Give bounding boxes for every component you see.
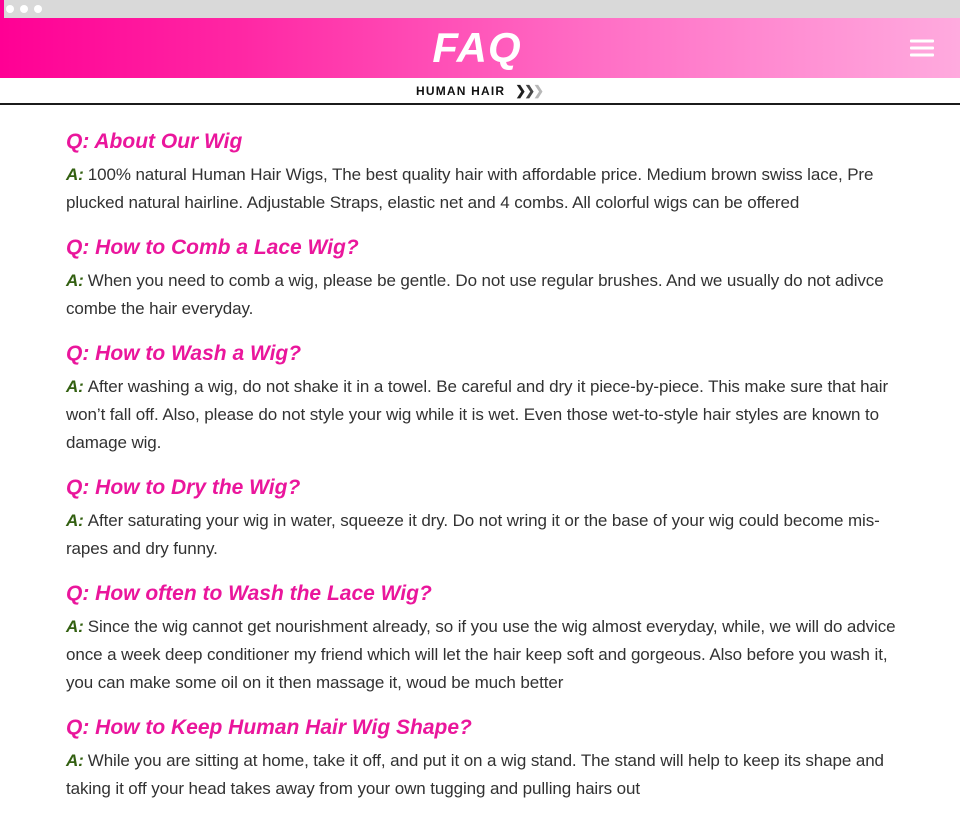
answer-text: Since the wig cannot get nourishment already, so if you use the wig almost everyday, while, we will do advice once a week deep conditioner my friend which will let the hair keep soft and gorgeous. Also before you wash it, you can make some oil on it then massage it, woud be much better: [66, 617, 896, 692]
faq-answer: [66, 613, 900, 697]
hamburger-bar: [910, 47, 934, 50]
faq-question-heading: [66, 235, 900, 261]
category-label: HUMAN HAIR: [415, 83, 506, 98]
window-titlebar: [0, 0, 960, 18]
question-prefix: Q:: [66, 236, 90, 259]
answer-text: After saturating your wig in water, squeeze it dry. Do not wring it or the base of your wig could become mis-rapes and dry funny.: [66, 511, 880, 558]
faq-answer: [66, 507, 900, 563]
faq-question-heading: [66, 129, 900, 155]
corner-accent: [0, 0, 4, 18]
answer-text: After washing a wig, do not shake it in a towel. Be careful and dry it piece-by-piece. This make sure that hair won’t fall off. Also, please do not style your wig while it is wet. Even those wet-to-style hair styles are known to damage wig.: [66, 377, 889, 452]
page-title: FAQ: [432, 24, 522, 71]
category-link[interactable]: [416, 84, 544, 98]
faq-question-heading: [66, 475, 900, 501]
hamburger-bar: [910, 54, 934, 57]
question-text: How to Comb a Lace Wig?: [95, 236, 359, 259]
faq-answer: [66, 161, 900, 217]
question-text: How often to Wash the Lace Wig?: [95, 582, 432, 605]
page-header: [0, 18, 960, 78]
answer-text: When you need to comb a wig, please be gentle. Do not use regular brushes. And we usually do not adivce combe the hair everyday.: [66, 271, 884, 318]
faq-question-heading: [66, 581, 900, 607]
answer-prefix: A:: [66, 751, 84, 770]
hamburger-bar: [910, 40, 934, 43]
faq-item: [66, 341, 900, 457]
window-dot-icon: [34, 5, 42, 13]
hamburger-menu-icon[interactable]: [910, 36, 934, 61]
answer-prefix: A:: [66, 165, 84, 184]
answer-prefix: A:: [66, 617, 84, 636]
faq-item: [66, 235, 900, 323]
answer-text: 100% natural Human Hair Wigs, The best quality hair with affordable price. Medium brown swiss lace, Pre plucked natural hairline. Adjustable Straps, elastic net and 4 combs. All colorful wigs can be offered: [66, 165, 874, 212]
faq-question-heading: [66, 341, 900, 367]
faq-item: [66, 129, 900, 217]
question-prefix: Q:: [66, 476, 90, 499]
faq-item: [66, 475, 900, 563]
faq-item: [66, 581, 900, 697]
faq-list: [0, 105, 960, 833]
answer-prefix: A:: [66, 511, 84, 530]
answer-text: While you are sitting at home, take it off, and put it on a wig stand. The stand will help to keep its shape and taking it off your head takes away from your own tugging and pulling hairs out: [66, 751, 884, 798]
answer-prefix: A:: [66, 271, 84, 290]
category-bar: [0, 78, 960, 103]
chevron-right-icon: ❯: [533, 83, 545, 98]
faq-item: [66, 715, 900, 803]
faq-question-heading: [66, 715, 900, 741]
faq-answer: [66, 373, 900, 457]
answer-prefix: A:: [66, 377, 84, 396]
window-dot-icon: [20, 5, 28, 13]
question-text: How to Dry the Wig?: [95, 476, 301, 499]
faq-answer: [66, 267, 900, 323]
faq-answer: [66, 747, 900, 803]
question-text: How to Keep Human Hair Wig Shape?: [95, 716, 472, 739]
question-prefix: Q:: [66, 130, 90, 153]
question-prefix: Q:: [66, 582, 90, 605]
window-dot-icon: [6, 5, 14, 13]
triple-chevron-icon: [517, 84, 544, 97]
question-text: How to Wash a Wig?: [95, 342, 302, 365]
question-text: About Our Wig: [94, 130, 243, 153]
chevron-right-icon: ❯: [524, 83, 536, 98]
chevron-right-icon: ❯: [515, 83, 527, 98]
question-prefix: Q:: [66, 716, 90, 739]
question-prefix: Q:: [66, 342, 90, 365]
